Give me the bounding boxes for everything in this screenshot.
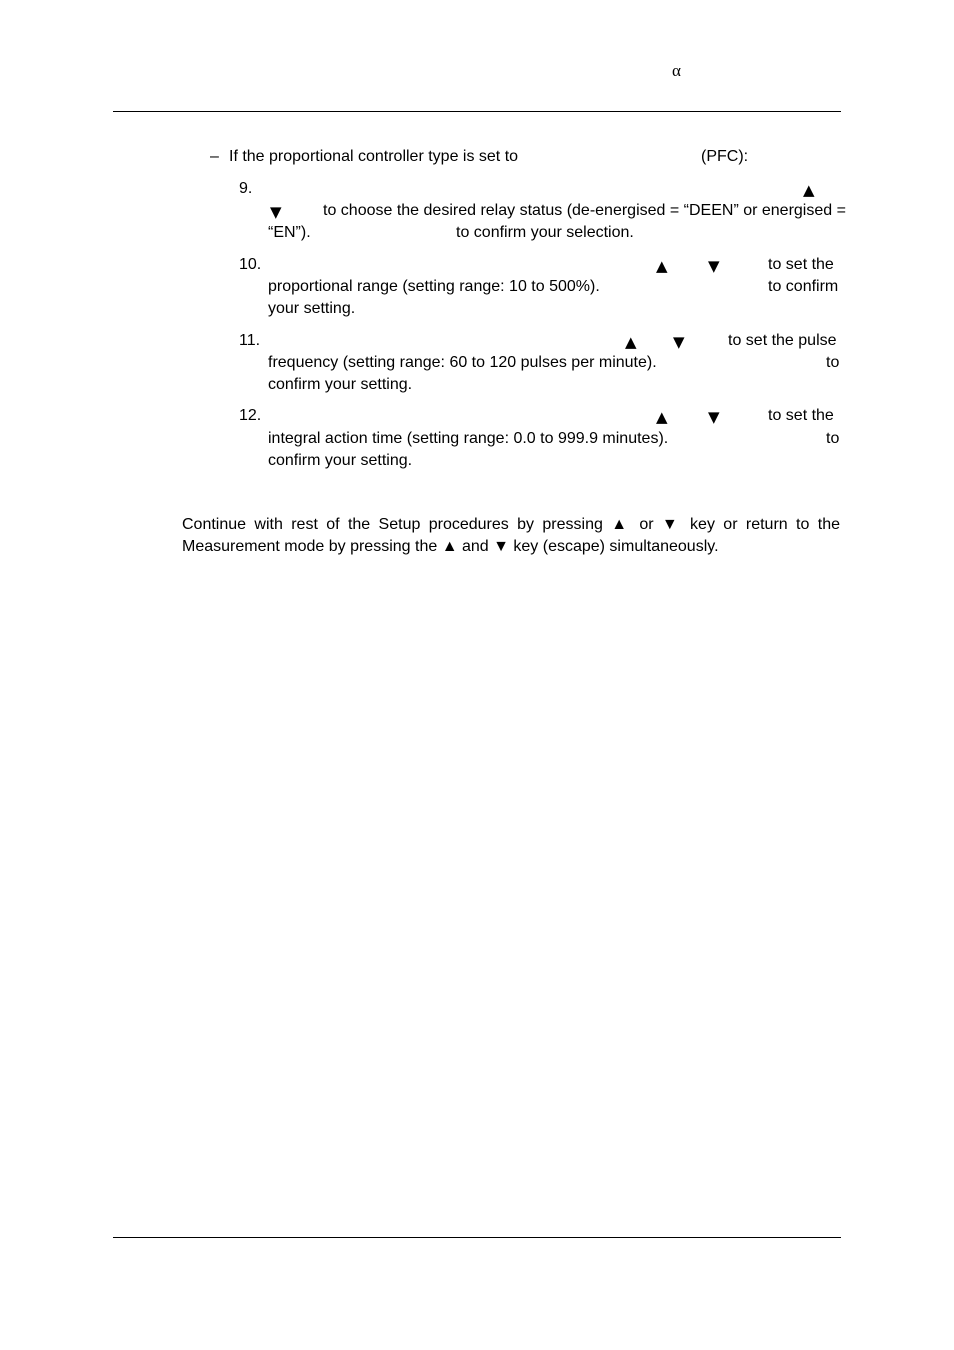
step-11-line-3: confirm your setting.: [268, 376, 413, 393]
step-9-line-3b: to confirm your selection.: [456, 224, 634, 241]
step-9-line-2: to choose the desired relay status (de-energised = “DEEN” or energised =: [323, 202, 846, 219]
step-11-up-arrow-icon: ▲: [625, 333, 637, 351]
step-9-down-arrow-icon: ▼: [270, 203, 282, 221]
step-12-down-arrow-icon: ▼: [708, 408, 720, 426]
step-10-line-2a: proportional range (setting range: 10 to 500%).: [268, 278, 600, 295]
step-12-up-arrow-icon: ▲: [656, 408, 668, 426]
step-10-line-1-end: to set the: [768, 256, 834, 273]
step-10-up-arrow-icon: ▲: [656, 257, 668, 275]
intro-dash: –: [210, 148, 219, 165]
step-10-down-arrow-icon: ▼: [708, 257, 720, 275]
header-alpha-symbol: α: [672, 61, 681, 80]
step-10-line-3: your setting.: [268, 300, 356, 317]
step-9-line-3a: “EN”).: [268, 224, 311, 241]
step-10-number: 10.: [239, 256, 262, 273]
footer-rule: [113, 1237, 841, 1238]
step-12-line-1-end: to set the: [768, 407, 834, 424]
step-11-line-2b: to: [826, 354, 840, 371]
step-12-line-2a: integral action time (setting range: 0.0 to 999.9 minutes).: [268, 430, 669, 447]
step-12-number: 12.: [239, 407, 262, 424]
continue-paragraph-line-1: Continue with rest of the Setup procedures by pressing ▲ or ▼ key or return to the: [182, 516, 840, 533]
continue-paragraph-line-2: Measurement mode by pressing the ▲ and ▼ key (escape) simultaneously.: [182, 538, 719, 555]
step-12-line-2b: to: [826, 430, 840, 447]
step-9-up-arrow-icon: ▲: [803, 181, 815, 199]
step-10-line-2b: to confirm: [768, 278, 839, 295]
step-11-line-1-end: to set the pulse: [728, 332, 837, 349]
step-11-number: 11.: [239, 332, 261, 349]
header-rule: [113, 111, 841, 112]
step-12-line-3: confirm your setting.: [268, 452, 413, 469]
intro-text: If the proportional controller type is set to: [229, 148, 519, 165]
step-11-line-2a: frequency (setting range: 60 to 120 pulses per minute).: [268, 354, 657, 371]
intro-mode: (PFC):: [701, 148, 749, 165]
step-9-number: 9.: [239, 180, 253, 197]
step-11-down-arrow-icon: ▼: [673, 333, 685, 351]
